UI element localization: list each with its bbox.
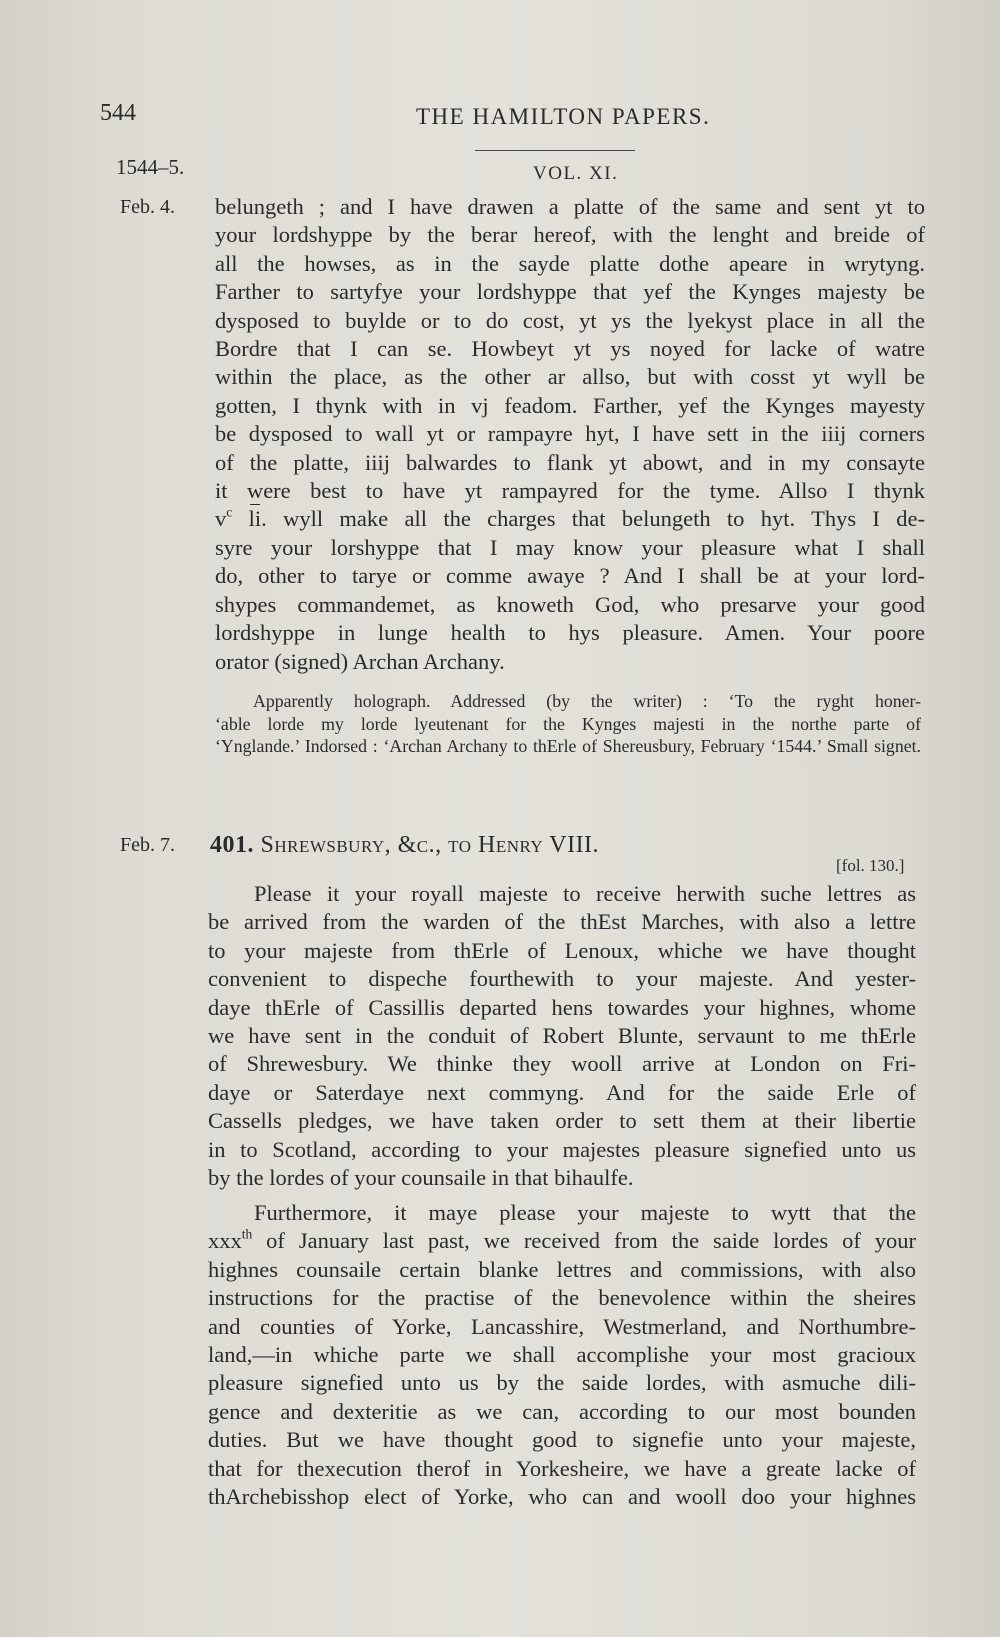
text-line: your lordshyppe by the berar hereof, with the lenght and breide of (215, 222, 925, 248)
text-line: Furthermore, it maye please your majeste to wytt that the (254, 1200, 916, 1225)
document-title: Shrewsbury, &c., to Henry VIII. (260, 832, 600, 858)
letter-1-body (215, 193, 925, 676)
abbreviation-mark: li (248, 506, 262, 532)
text-line: do, other to tarye or comme awaye ? And I shall be at your lord- (215, 563, 925, 589)
text-line: of Shrewesbury. We thinke they wooll arrive at London on Fri- (208, 1051, 916, 1077)
text-line: land,—in whiche parte we shall accomplishe your most gracioux (208, 1342, 916, 1368)
text-line: Farther to sartyfye your lordshyppe that yef the Kynges majesty be (215, 279, 925, 305)
text-line: be arrived from the warden of the thEst Marches, with also a lettre (208, 909, 916, 935)
text-line: shypes commandemet, as knoweth God, who presarve your good (215, 591, 925, 617)
document-heading (210, 832, 599, 859)
running-title: THE HAMILTON PAPERS. (416, 104, 711, 129)
text-line: pleasure signefied unto us by the saide lordes, with asmuche dili- (208, 1370, 916, 1396)
letter-2-paragraph-2 (208, 1199, 916, 1511)
text-line: be dysposed to wall yt or rampayre hyt, I have sett in the iiij corners (215, 421, 925, 447)
text-line: to your majeste from thErle of Lenoux, whiche we have thought (208, 937, 916, 963)
text-line-with-superscript: xxx$^{th}$ of January last past, we received from the saide lordes of your (208, 1226, 916, 1254)
text-line: we have sent in the conduit of Robert Blunte, servaunt to me thErle (208, 1023, 916, 1049)
page-number: 544 (100, 100, 136, 126)
folio-reference: [fol. 130.] (836, 856, 905, 875)
text-line: within the place, as the other ar allso, but with cosst yt wyll be (215, 364, 925, 390)
text-line: Cassells pledges, we have taken order to sett them at their libertie (208, 1108, 916, 1134)
text-line: in to Scotland, according to your majestes pleasure signefied unto us (208, 1136, 916, 1162)
text-line: Please it your royall majeste to receive herwith suche lettres as (254, 881, 916, 906)
text-line-last: orator (signed) Archan Archany. (215, 648, 505, 674)
page-header (0, 100, 1000, 140)
document-number: 401. (210, 832, 254, 858)
text-line: of the platte, iiij balwardes to flank yt abowt, and in my consayte (215, 449, 925, 475)
text-line: lordshyppe in lunge health to hys pleasure. Amen. Your poore (215, 620, 925, 646)
margin-date-feb-7: Feb. 7. (120, 834, 175, 856)
text-line: syre your lorshyppe that I may know your pleasure what I shall (215, 534, 925, 560)
note-line: ‘able lorde my lorde lyeutenant for the Kynges majesti in the northe parte of (215, 713, 921, 734)
text-line: gence and dexteritie as we can, according to our most bounden (208, 1398, 916, 1424)
text-line: and counties of Yorke, Lancasshire, Westmerland, and Northumbre- (208, 1313, 916, 1339)
note-line: Apparently holograph. Addressed (by the writer) : ‘To the ryght honer- (253, 691, 921, 711)
note-line-last: ‘1544.’ Small signet. (770, 736, 921, 757)
text-line-last: by the lordes of your counsaile in that bihaulfe. (208, 1165, 634, 1191)
text-line: all the howses, as in the sayde platte dothe apeare in wrytyng. (215, 250, 925, 276)
text-line: Bordre that I can se. Howbeyt yt ys noyed for lacke of watre (215, 336, 925, 362)
text-line: belungeth ; and I have drawen a platte of the same and sent yt to (215, 194, 925, 219)
margin-date-feb-4: Feb. 4. (120, 196, 175, 218)
text-line: highnes counsaile certain blanke lettres and commissions, with also (208, 1256, 916, 1282)
text-line: convenient to dispeche fourthewith to your majeste. And yester- (208, 966, 916, 992)
text-line: that for thexecution therof in Yorkesheire, we have a greate lacke of (208, 1455, 916, 1481)
note-line: ‘Ynglande.’ Indorsed : ‘Archan Archany to thErle of Shereusbury, February (215, 736, 765, 757)
text-line: instructions for the practise of the benevolence within the sheires (208, 1285, 916, 1311)
text-line: daye thErle of Cassillis departed hens towardes your highnes, whome (208, 994, 916, 1020)
text-line: duties. But we have thought good to signefie unto your majeste, (208, 1427, 916, 1453)
text-line: thArchebisshop elect of Yorke, who can and wooll doo your highnes (208, 1484, 916, 1510)
text-line: it were best to have yt rampayred for the tyme. Allso I thynk (215, 478, 925, 504)
editorial-note (215, 690, 921, 758)
text-line: dysposed to buylde or to do cost, yt ys the lyekyst place in all the (215, 307, 925, 333)
header-rule (475, 150, 635, 151)
volume-label: VOL. XI. (533, 163, 619, 184)
text-line-with-abbreviation: $v^c$ li. wyll make all the charges that belungeth to hyt. Thys I de- (215, 505, 925, 532)
year-range: 1544–5. (116, 155, 185, 179)
letter-2-paragraph-1 (208, 880, 916, 1192)
text-line: daye or Saterdaye next commyng. And for the saide Erle of (208, 1079, 916, 1105)
text-line: gotten, I thynk with in vj feadom. Farther, yef the Kynges mayesty (215, 392, 925, 418)
